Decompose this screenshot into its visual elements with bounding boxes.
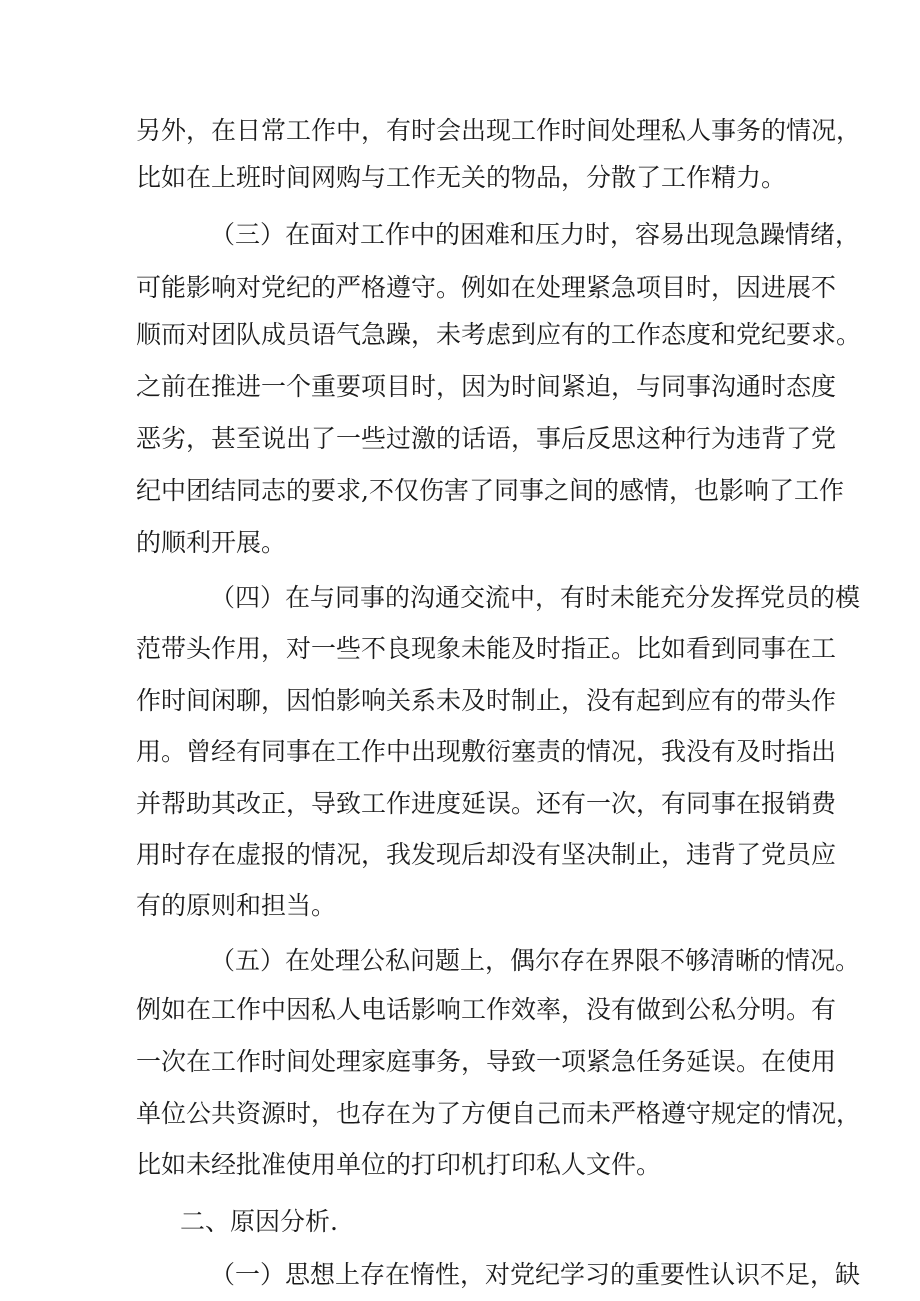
body-text-line: 纪中团结同志的要求,不仅伤害了同事之间的感情，也影响了工作 (136, 476, 844, 505)
body-text-line: 一次在工作时间处理家庭事务，导致一项紧急任务延误。在使用 (136, 1047, 837, 1076)
body-text-line: 用时存在虚报的情况，我发现后却没有坚决制止，违背了党员应 (136, 840, 837, 869)
body-text-line: 并帮助其改正，导致工作进度延误。还有一次，有同事在报销费 (136, 789, 837, 818)
body-text-line: 顺而对团队成员语气急躁，未考虑到应有的工作态度和党纪要求。 (136, 320, 862, 349)
body-text-line: 范带头作用，对一些不良现象未能及时指正。比如看到同事在工 (136, 634, 837, 663)
section-heading: 二、原因分析. (180, 1207, 338, 1236)
body-text-line: 比如在上班时间网购与工作无关的物品，分散了工作精力。 (136, 163, 787, 192)
paragraph-five-start: （五）在处理公私问题上，偶尔存在界限不够清晰的情况。 (210, 946, 861, 975)
paragraph-three-start: （三）在面对工作中的困难和压力时，容易出现急躁情绪， (210, 220, 861, 249)
body-text-line: 可能影响对党纪的严格遵守。例如在处理紧急项目时，因进展不 (136, 273, 837, 302)
body-text-line: 有的原则和担当。 (136, 891, 337, 920)
paragraph-one-start: （一）思想上存在惰性，对党纪学习的重要性认识不足，缺 (210, 1260, 861, 1289)
body-text-line: 之前在推进一个重要项目时，因为时间紧迫，与同事沟通时态度 (136, 372, 837, 401)
body-text-line: 例如在工作中因私人电话影响工作效率，没有做到公私分明。有 (136, 995, 837, 1024)
body-text-line: 作时间闲聊，因怕影响关系未及时制止，没有起到应有的带头作 (136, 686, 837, 715)
body-text-line: 比如未经批准使用单位的打印机打印私人文件。 (136, 1150, 662, 1179)
body-text-line: 的顺利开展。 (136, 528, 287, 557)
body-text-line: 恶劣，甚至说出了一些过激的话语，事后反思这种行为违背了党 (136, 424, 837, 453)
paragraph-four-start: （四）在与同事的沟通交流中，有时未能充分发挥党员的模 (210, 583, 861, 612)
body-text-line: 用。曾经有同事在工作中出现敷衍塞责的情况，我没有及时指出 (136, 737, 837, 766)
body-text-line: 另外，在日常工作中，有时会出现工作时间处理私人事务的情况， (136, 116, 862, 145)
body-text-line: 单位公共资源时，也存在为了方便自己而未严格遵守规定的情况， (136, 1099, 862, 1128)
